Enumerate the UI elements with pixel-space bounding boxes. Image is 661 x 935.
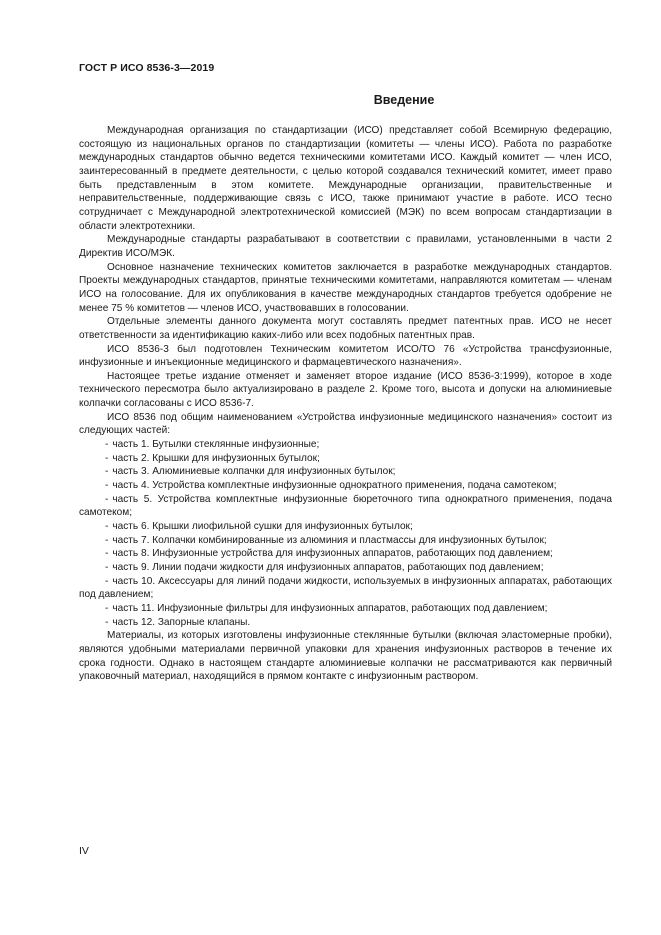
list-dash: - [105,439,109,451]
list-dash: - [105,562,109,573]
list-dash: - [105,452,109,464]
paragraph: ИСО 8536-3 был подготовлен Техническим комитетом ИСО/ТО 76 «Устройства трансфузионные, инфузионные и инъекционные медицинского и фармацевтического назначения». [79,343,612,369]
list-item [79,575,612,602]
list-item [79,602,612,616]
list-item [79,465,612,479]
page-number: IV [79,845,89,857]
paragraph: Материалы, из которых изготовлены инфузионные стеклянные бутылки (включая эластомерные пробки), являются удобными материалами первичной упаковки для хранения инфузионных растворов в течение их срока годности. Однако в настоящем стандарте алюминиевые колпачки не рассматриваются как первичный упаковочный материал, находящийся в прямом контакте с инфузионным раствором. [79,630,612,683]
document-code-header: ГОСТ Р ИСО 8536-3—2019 [79,62,215,74]
list-item [79,438,612,452]
paragraph: ИСО 8536 под общим наименованием «Устройства инфузионные медицинского назначения» состоит из следующих частей: [79,411,612,437]
section-title: Введение [373,93,435,107]
list-item-text: часть 1. Бутылки стеклянные инфузионные; [112,439,320,451]
list-item-text: часть 8. Инфузионные устройства для инфузионных аппаратов, работающих под давлением; [112,548,553,560]
list-item [79,547,612,561]
paragraph: Настоящее третье издание отменяет и заменяет второе издание (ИСО 8536-3:1999), которое в ходе технического пересмотра было актуализировано в разделе 2. Кроме того, высота и допуски на алюминиевые колпачки согласованы с ИСО 8536-7. [79,370,612,410]
list-item [79,534,612,548]
list-dash: - [105,466,109,478]
list-item-text: часть 2. Крышки для инфузионных бутылок; [112,452,320,464]
paragraph: Международная организация по стандартизации (ИСО) представляет собой Всемирную федерацию, состоящую из национальных органов по стандартизации (комитеты — члены ИСО). Работа по разработке международных стандартов обычно ведется техническими комитетами ИСО. Каждый комитет — член ИСО, заинтересованный в предмете деятельности, с целью которой создавался технический комитет, имеет право быть представленным в этом комитете. Международные организации, правительственные и неправительственные, поддерживающие связь с ИСО, также принимают участие в работе. ИСО тесно сотрудничает с Международной электротехнической комиссией (МЭК) по всем вопросам стандартизации в области электротехники. [79,125,612,232]
list-item [79,493,612,520]
list-item-text: часть 5. Устройства комплектные инфузионные бюреточного типа однократного применения, подача самотеком; [79,493,612,519]
list-item [79,520,612,534]
list-item [79,479,612,493]
list-item-text: часть 6. Крышки лиофильной сушки для инфузионных бутылок; [112,521,413,533]
list-item-text: часть 10. Аксессуары для линий подачи жидкости, используемых в инфузионных аппаратах, работающих под давлением; [79,575,612,601]
list-dash: - [105,616,109,628]
paragraph: Международные стандарты разрабатывают в соответствии с правилами, установленными в части 2 Директив ИСО/МЭК. [79,234,612,259]
document-body [79,124,612,684]
list-item-text: часть 4. Устройства комплектные инфузионные однократного применения, подача самотеком; [112,480,557,492]
list-dash: - [105,548,109,560]
list-item-text: часть 9. Линии подачи жидкости для инфузионных аппаратов, работающих под давлением; [112,562,544,573]
list-item [79,616,612,630]
paragraph: Основное назначение технических комитетов заключается в разработке международных стандартов. Проекты международных стандартов, принятые техническими комитетами, направляются комитетам — членам ИСО на голосование. Для их опубликования в качестве международных стандартов требуется одобрение не менее 75 % комитетов — членов ИСО, участвовавших в голосовании. [79,261,612,314]
list-item-text: часть 7. Колпачки комбинированные из алюминия и пластмассы для инфузионных бутылок; [112,534,547,546]
list-item-text: часть 3. Алюминиевые колпачки для инфузионных бутылок; [112,466,396,478]
list-item [79,452,612,466]
list-dash: - [105,521,109,533]
list-dash: - [105,602,109,614]
list-dash: - [105,575,109,587]
list-item-text: часть 11. Инфузионные фильтры для инфузионных аппаратов, работающих под давлением; [112,602,548,614]
paragraph: Отдельные элементы данного документа могут составлять предмет патентных прав. ИСО не несет ответственности за идентификацию каких-либо или всех подобных патентных прав. [79,316,612,341]
list-item [79,561,612,575]
list-dash: - [105,534,109,546]
list-item-text: часть 12. Запорные клапаны. [112,616,251,628]
list-dash: - [105,493,109,505]
list-dash: - [105,480,109,492]
